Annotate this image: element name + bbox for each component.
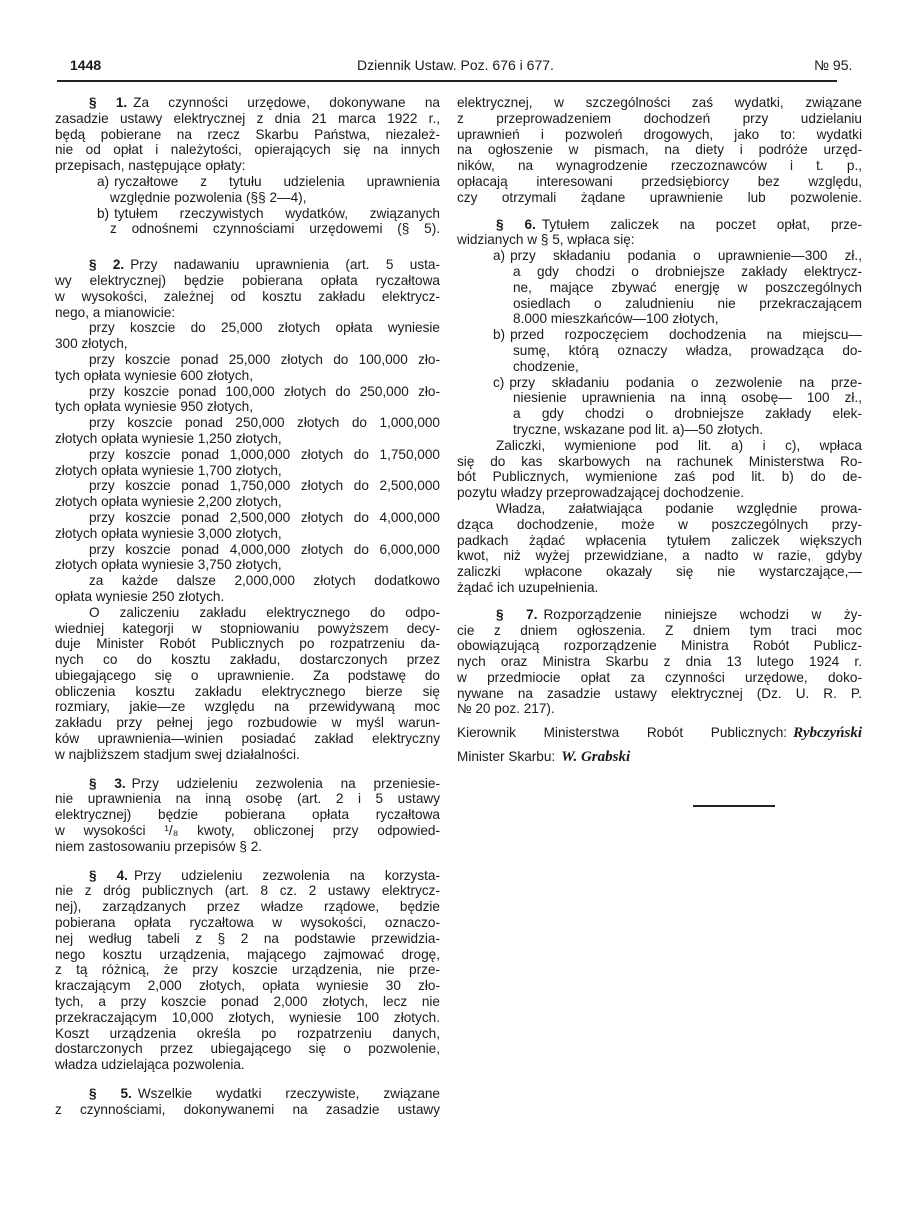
paragraph-block <box>55 1086 440 1118</box>
text-line <box>457 375 862 391</box>
line-text: złotych opłata wyniesie 1,700 złotych, <box>55 462 282 478</box>
list-item-label: b) <box>97 205 110 221</box>
text-line <box>55 699 440 715</box>
line-text: kwot, niż wyżej przewidziane, a nadto w razie, gdyby <box>457 548 862 564</box>
right-column <box>457 95 862 765</box>
line-text: przy koszcie ponad 4,000,000 złotych do 6,000,000 <box>89 541 440 557</box>
line-text: nie od opłat i należytości, opierających się na innych <box>55 142 440 158</box>
line-text: złotych opłata wyniesie 1,250 złotych, <box>55 430 282 446</box>
text-line <box>55 1026 440 1042</box>
text-line <box>55 142 440 158</box>
signatory-name: W. Grabski <box>561 749 631 766</box>
line-text: w przedmiocie opłat za czynności urzędowe, doko- <box>457 669 862 685</box>
issue-number: № 95. <box>814 57 853 73</box>
line-text: w wysokości ¹/₈ kwoty, obliczonej przy odpowied- <box>55 823 440 839</box>
line-text: a gdy chodzi o drobniejsze zakłady elektrycz- <box>513 263 862 279</box>
text-line <box>55 174 440 190</box>
line-text: elektrycznej) będzie pobierana opłata ryczałtowa <box>55 807 440 823</box>
section-number: § 3. <box>89 775 126 791</box>
line-text: wiedniej kategorji w stopniowaniu powyższem decy- <box>55 620 440 636</box>
text-line <box>457 501 862 517</box>
text-line <box>55 605 440 621</box>
line-text: przy składaniu podania o zezwolenie na prze- <box>509 374 862 390</box>
text-line <box>55 127 440 143</box>
line-text: opłata wyniesie 250 złotych. <box>55 588 225 604</box>
line-text: w najbliższem stadjum swej działalności. <box>55 746 300 762</box>
line-text: przy koszcie ponad 100,000 złotych do 250,000 zło- <box>89 383 440 399</box>
header-rule <box>57 80 837 82</box>
text-line <box>55 931 440 947</box>
signatory-name: Rybczyński <box>793 725 862 742</box>
line-text: obowiązującą rozporządzenie Ministra Robót Publicz- <box>457 638 862 654</box>
text-line <box>457 174 862 190</box>
text-line <box>55 868 440 884</box>
text-line <box>457 654 862 670</box>
text-line <box>457 158 862 174</box>
line-text: tryczne, wskazane pod lit. a)—50 złotych. <box>513 421 764 437</box>
text-line <box>55 352 440 368</box>
text-line <box>55 289 440 305</box>
text-line <box>457 670 862 686</box>
line-text: ryczałtowe z tytułu udzielenia uprawnienia <box>114 173 440 189</box>
text-line <box>457 517 862 533</box>
text-line <box>55 557 440 573</box>
text-line <box>457 264 862 280</box>
line-text: żądać ich uzupełnienia. <box>457 579 599 595</box>
text-line <box>457 327 862 343</box>
text-line <box>55 573 440 589</box>
line-text: nej według tabeli z § 2 na podstawie przewidzia- <box>55 930 440 946</box>
text-line <box>55 273 440 289</box>
text-line <box>55 978 440 994</box>
text-line <box>457 533 862 549</box>
text-line <box>55 807 440 823</box>
line-text: tytułem rzeczywistych wydatków, związanych <box>114 205 440 221</box>
text-line <box>457 190 862 206</box>
line-text: 8.000 mieszkańców—100 złotych, <box>513 311 719 327</box>
line-text: Koszt urządzenia określa po rozpatrzeniu danych, <box>55 1025 440 1041</box>
line-text: 300 złotych, <box>55 336 128 352</box>
text-line <box>55 494 440 510</box>
text-line <box>457 311 862 327</box>
text-line <box>55 883 440 899</box>
section-number: § 7. <box>496 606 538 622</box>
line-text: cie z dniem ogłoszenia. Z dniem tym traci moc <box>457 622 862 638</box>
text-line <box>55 320 440 336</box>
text-line <box>457 623 862 639</box>
text-line <box>55 589 440 605</box>
line-text: Zaliczki, wymienione pod lit. a) i c), wpłaca <box>496 437 862 453</box>
text-line <box>457 438 862 454</box>
section-number: § 6. <box>496 216 536 232</box>
text-line <box>55 684 440 700</box>
line-text: duje Minister Robót Publicznych po rozpatrzeniu da- <box>55 636 440 652</box>
line-text: Przy udzieleniu zezwolenia na przeniesie- <box>131 775 440 791</box>
text-line <box>55 962 440 978</box>
line-text: zakładu przy pełnej jego rozbudowie w myśl warun- <box>55 715 440 731</box>
text-line <box>55 823 440 839</box>
text-line <box>55 1086 440 1102</box>
section-number: § 2. <box>89 257 125 273</box>
line-text: dostarczonych przez ubiegającego się o pozwolenie, <box>55 1041 440 1057</box>
line-text: w wysokości, zależnej od kosztu zakładu elektrycz- <box>55 288 440 304</box>
line-text: pobierana opłata ryczałtowa w wysokości, oznaczo- <box>55 915 440 931</box>
line-text: niesienie uprawnienia na inną osobę— 100 zł., <box>513 390 862 406</box>
line-text: z tą różnicą, że przy koszcie urządzenia, nie prze- <box>55 962 440 978</box>
text-line <box>55 668 440 684</box>
text-line <box>55 111 440 127</box>
text-line <box>55 776 440 792</box>
text-line <box>55 431 440 447</box>
text-line <box>457 422 862 438</box>
text-line <box>457 701 862 717</box>
text-line <box>55 368 440 384</box>
text-line <box>457 749 862 765</box>
text-line <box>457 469 862 485</box>
line-text: przy koszcie ponad 1,000,000 złotych do 1,750,000 <box>89 446 440 462</box>
line-text: z czynnościami, dokonywanemi na zasadzie ustawy <box>55 1101 440 1117</box>
paragraph-block <box>55 95 440 237</box>
text-line <box>457 580 862 596</box>
line-text: Za czynności urzędowe, dokonywane na <box>133 95 440 110</box>
line-text: nych oraz Ministra Skarbu z dnia 13 lutego 1924 r. <box>457 654 862 670</box>
line-text: przepisach, następujące opłaty: <box>55 158 246 174</box>
text-line <box>55 526 440 542</box>
text-line <box>457 564 862 580</box>
line-text: się do kas skarbowych na rachunek Ministerstwa Ro- <box>457 453 862 469</box>
text-line <box>55 384 440 400</box>
line-text: względnie pozwolenia (§§ 2—4), <box>110 189 307 205</box>
line-text: nej), zarządzanych przez władze rządowe, będzie <box>55 899 440 915</box>
line-text: ubiegającego się o uprawnienie. Za podstawę do <box>55 667 440 683</box>
text-line <box>55 731 440 747</box>
line-text: opłacają interesowani przedsiębiorcy bez względu, <box>457 173 862 189</box>
line-text: tych opłata wyniesie 600 złotych, <box>55 367 253 383</box>
text-line <box>55 1102 440 1118</box>
line-text: a gdy chodzi o drobniejsze zakłady elek- <box>513 406 862 422</box>
list-item-label: a) <box>493 248 506 264</box>
text-line <box>55 206 440 222</box>
text-line <box>55 257 440 273</box>
text-line <box>55 747 440 763</box>
line-text: przed rozpoczęciem dochodzenia na miejscu— <box>510 327 862 343</box>
line-text: czy otrzymali żądane uprawnienie lub pozwolenie. <box>457 189 862 205</box>
text-line <box>457 127 862 143</box>
line-text: elektrycznej, w szczególności zaś wydatki, związane <box>457 95 862 110</box>
line-text: № 20 poz. 217). <box>457 701 555 717</box>
list-item-label: a) <box>97 173 110 189</box>
paragraph-block <box>457 607 862 718</box>
text-line <box>55 463 440 479</box>
closing-rule <box>693 805 775 807</box>
section-number: § 4. <box>89 867 128 883</box>
line-text: wy elektrycznej) będzie pobierana opłata ryczałtowa <box>55 272 440 288</box>
line-text: zaliczki wpłacone okazały się nie wystarczające,— <box>457 564 862 580</box>
line-text: złotych opłata wyniesie 2,200 złotych, <box>55 494 282 510</box>
text-line <box>55 510 440 526</box>
paragraph-block <box>457 217 862 596</box>
line-text: rozmiary, jakie—ze względu na przewidywaną moc <box>55 699 440 715</box>
text-line <box>55 915 440 931</box>
line-text: chodzenie, <box>513 358 579 374</box>
line-text: przy składaniu podania o uprawnienie—300 zł., <box>510 248 862 264</box>
text-line <box>55 305 440 321</box>
journal-header-title: Dziennik Ustaw. Poz. 676 i 677. <box>357 57 554 73</box>
signature-line <box>457 749 862 765</box>
line-text: nego kosztu urządzenia, mającego zajmować drogę, <box>55 946 440 962</box>
line-text: uprawnień i pozwoleń drogowych, jako to: wydatki <box>457 126 862 142</box>
page-number: 1448 <box>70 57 102 73</box>
line-text: nie z dróg publicznych (art. 8 cz. 2 ustawy elektrycz- <box>55 883 440 899</box>
text-line <box>55 1041 440 1057</box>
line-text: Przy udzieleniu zezwolenia na korzysta- <box>133 867 440 883</box>
text-line <box>457 248 862 264</box>
line-text: przy koszcie ponad 1,750,000 złotych do 2,500,000 <box>89 478 440 494</box>
text-line <box>55 336 440 352</box>
line-text: zasadzie ustawy elektrycznej z dnia 21 marca 1922 r., <box>55 110 440 126</box>
line-text: przy koszcie ponad 2,500,000 złotych do 4,000,000 <box>89 509 440 525</box>
text-line <box>457 485 862 501</box>
text-line <box>457 95 862 111</box>
line-text: Kierownik Ministerstwa Robót Publicznych: <box>457 725 788 741</box>
text-line <box>55 636 440 652</box>
text-line <box>55 221 440 237</box>
text-line <box>55 791 440 807</box>
paragraph-block <box>457 95 862 206</box>
line-text: władza udzielająca pozwolenia. <box>55 1057 245 1073</box>
left-column <box>55 95 440 1118</box>
paragraph-block <box>55 257 440 763</box>
text-line <box>55 839 440 855</box>
text-line <box>457 217 862 233</box>
text-line <box>457 638 862 654</box>
line-text: przekraczającym 10,000 złotych, wyniesie 100 złotych. <box>55 1009 440 1025</box>
line-text: przy koszcie do 25,000 złotych opłata wyniesie <box>89 320 440 336</box>
line-text: widzianych w § 5, wpłaca się: <box>457 232 635 248</box>
text-line <box>55 399 440 415</box>
text-line <box>55 190 440 206</box>
text-line <box>55 715 440 731</box>
line-text: Władza, załatwiająca podanie względnie prowa- <box>496 500 862 516</box>
line-text: tych, a przy koszcie ponad 2,000 złotych, lecz nie <box>55 994 440 1010</box>
line-text: nych co do kosztu zakładu, dostarczonych przez <box>55 652 440 668</box>
list-item-label: c) <box>493 374 505 390</box>
line-text: złotych opłata wyniesie 3,750 złotych, <box>55 557 282 573</box>
text-line <box>457 607 862 623</box>
line-text: niem zastosowaniu przepisów § 2. <box>55 838 263 854</box>
line-text: będą pobierane na rzecz Skarbu Państwa, niezależ- <box>55 126 440 142</box>
line-text: dząca dochodzenie, może w poszczególnych przy- <box>457 516 862 532</box>
section-number: § 1. <box>89 95 128 110</box>
line-text: na ogłoszenie w pismach, na diety i podróże urzęd- <box>457 142 862 158</box>
text-line <box>457 296 862 312</box>
text-line <box>55 415 440 431</box>
list-item-label: b) <box>493 327 506 343</box>
text-line <box>457 111 862 127</box>
text-line <box>457 390 862 406</box>
line-text: z przeprowadzeniem dochodzeń przy udzielaniu <box>457 110 862 126</box>
section-number: § 5. <box>89 1086 132 1102</box>
text-line <box>457 725 862 741</box>
line-text: pozytu władzy przeprowadzającej dochodzenie. <box>457 485 745 501</box>
line-text: przy koszcie ponad 250,000 złotych do 1,000,000 <box>89 415 440 431</box>
text-line <box>55 158 440 174</box>
paragraph-block <box>55 868 440 1073</box>
line-text: nywane na zasadzie ustawy elektrycznej (Dz. U. R. P. <box>457 685 862 701</box>
text-line <box>55 994 440 1010</box>
line-text: ków uprawnienia—winien posiadać zakład elektryczny <box>55 731 440 747</box>
line-text: złotych opłata wyniesie 3,000 złotych, <box>55 525 282 541</box>
line-text: padkach żądać wpłacenia tytułem zaliczek większych <box>457 532 862 548</box>
line-text: Minister Skarbu: <box>457 749 556 765</box>
text-line <box>55 478 440 494</box>
text-line <box>55 899 440 915</box>
line-text: nego, a mianowicie: <box>55 304 176 320</box>
line-text: O zaliczeniu zakładu elektrycznego do odpo- <box>89 604 440 620</box>
text-line <box>457 686 862 702</box>
text-line <box>457 548 862 564</box>
text-line <box>55 447 440 463</box>
text-line <box>55 1057 440 1073</box>
text-line <box>457 406 862 422</box>
text-line <box>55 621 440 637</box>
line-text: za każde dalsze 2,000,000 złotych dodatkowo <box>89 573 440 589</box>
line-text: Tytułem zaliczek na poczet opłat, prze- <box>541 216 862 232</box>
text-line <box>457 343 862 359</box>
line-text: nie uprawnienia na inną osobę (art. 2 i 5 ustawy <box>55 791 440 807</box>
text-line <box>457 454 862 470</box>
line-text: obliczenia kosztu zakładu elektrycznego bierze się <box>55 683 440 699</box>
line-text: sumę, którą oznaczy władza, prowadząca do- <box>513 342 862 358</box>
text-line <box>55 1010 440 1026</box>
paragraph-block <box>55 776 440 855</box>
line-text: z odnośnemi czynnościami urzędowemi (§ 5). <box>110 221 440 237</box>
line-text: tych opłata wyniesie 950 złotych, <box>55 399 253 415</box>
line-text: Rozporządzenie niniejsze wchodzi w ży- <box>543 606 862 622</box>
text-line <box>55 542 440 558</box>
line-text: bót Publicznych, wymienione zaś pod lit. b) do de- <box>457 469 862 485</box>
text-line <box>457 280 862 296</box>
text-line <box>457 232 862 248</box>
signature-line <box>457 725 862 741</box>
line-text: przy koszcie ponad 25,000 złotych do 100,000 zło- <box>89 351 440 367</box>
line-text: Przy nadawaniu uprawnienia (art. 5 usta- <box>130 257 440 273</box>
line-text: ników, na wynagrodzenie rzeczoznawców i t. p., <box>457 158 862 174</box>
text-line <box>457 359 862 375</box>
line-text: kraczającym 2,000 złotych, opłata wyniesie 30 zło- <box>55 978 440 994</box>
text-line <box>55 947 440 963</box>
text-line <box>55 652 440 668</box>
line-text: Wszelkie wydatki rzeczywiste, związane <box>137 1086 440 1102</box>
line-text: osiedlach o zaludnieniu nie przekraczającem <box>513 295 862 311</box>
text-line <box>55 95 440 111</box>
text-line <box>457 142 862 158</box>
line-text: ne, mające zbywać energję w poszczególnych <box>513 279 862 295</box>
